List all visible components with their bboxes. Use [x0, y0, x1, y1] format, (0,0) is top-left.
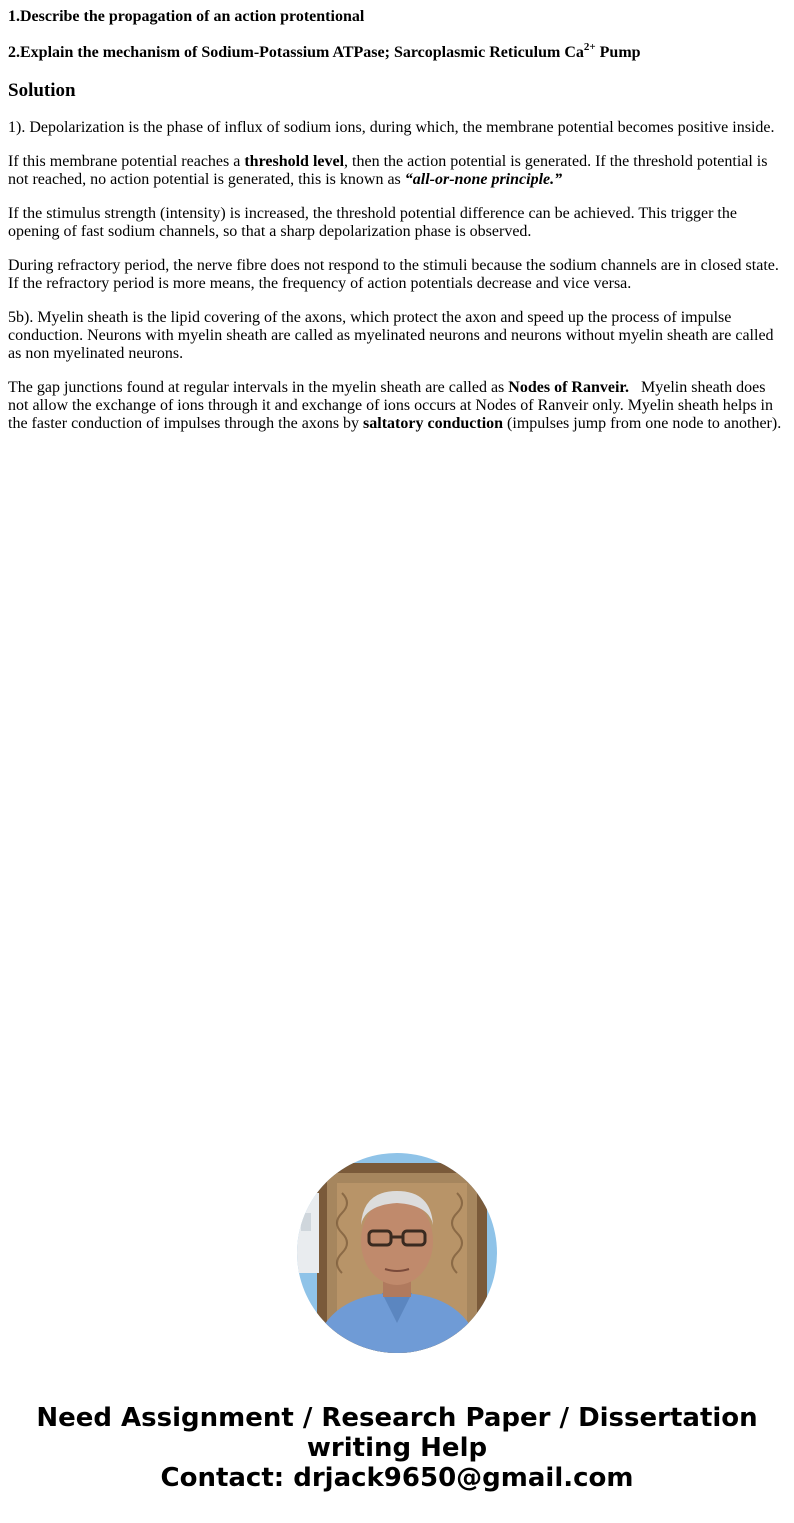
paragraph-threshold-text-b: , then the action potential is generated. If the threshold potential is not reached, no action potential is generated, this is known as — [8, 153, 768, 188]
document-body — [8, 0, 786, 433]
paragraph-nodes — [8, 379, 786, 433]
saltatory-conduction-bold: saltatory conduction — [363, 415, 504, 432]
solution-heading: Solution — [8, 80, 76, 101]
question-2-text: 2.Explain the mechanism of Sodium-Potassium ATPase; Sarcoplasmic Reticulum Ca — [8, 44, 584, 61]
threshold-level-bold: threshold level — [244, 153, 345, 170]
footer-line-2: writing Help — [306, 1433, 488, 1463]
paragraph-threshold-text-a: If this membrane potential reaches a — [8, 153, 245, 170]
question-2-superscript: 2+ — [583, 40, 596, 53]
paragraph-threshold — [8, 153, 786, 189]
paragraph-nodes-text-b: Myelin sheath does not allow the exchange of ions through it and exchange of ions occurs at Nodes of Ranveir only. Myelin sheath helps in the faster conduction of impulses through the axons by — [8, 379, 777, 432]
nodes-of-ranveir-bold: Nodes of Ranveir. — [508, 379, 630, 396]
contact-footer — [0, 1403, 794, 1493]
author-photo — [297, 1153, 497, 1353]
paragraph-refractory: During refractory period, the nerve fibre does not respond to the stimuli because the sodium channels are in closed state. If the refractory period is more means, the frequency of action potentials decrease and vice versa. — [8, 257, 779, 292]
paragraph-myelin: 5b). Myelin sheath is the lipid covering of the axons, which protect the axon and speed up the process of impulse conduction. Neurons with myelin sheath are called as myelinated neurons and neurons without myelin sheath are called as non myelinated neurons. — [8, 309, 774, 362]
question-2-end: Pump — [595, 44, 641, 61]
footer-line-1: Need Assignment / Research Paper / Dissertation — [36, 1403, 758, 1433]
all-or-none-principle: “all-or-none principle.” — [404, 171, 563, 188]
footer-contact-line: Contact: drjack9650@gmail.com — [160, 1463, 634, 1493]
paragraph-nodes-text-c: (impulses jump from one node to another). — [503, 415, 782, 432]
paragraph-nodes-text-a: The gap junctions found at regular intervals in the myelin sheath are called as — [8, 379, 509, 396]
paragraph-depolarization: 1). Depolarization is the phase of influx of sodium ions, during which, the membrane potential becomes positive inside. — [8, 119, 775, 136]
question-2 — [8, 40, 786, 62]
paragraph-stimulus: If the stimulus strength (intensity) is increased, the threshold potential difference can be achieved. This trigger the opening of fast sodium channels, so that a sharp depolarization phase is observed. — [8, 205, 737, 240]
question-1: 1.Describe the propagation of an action protentional — [8, 8, 365, 25]
